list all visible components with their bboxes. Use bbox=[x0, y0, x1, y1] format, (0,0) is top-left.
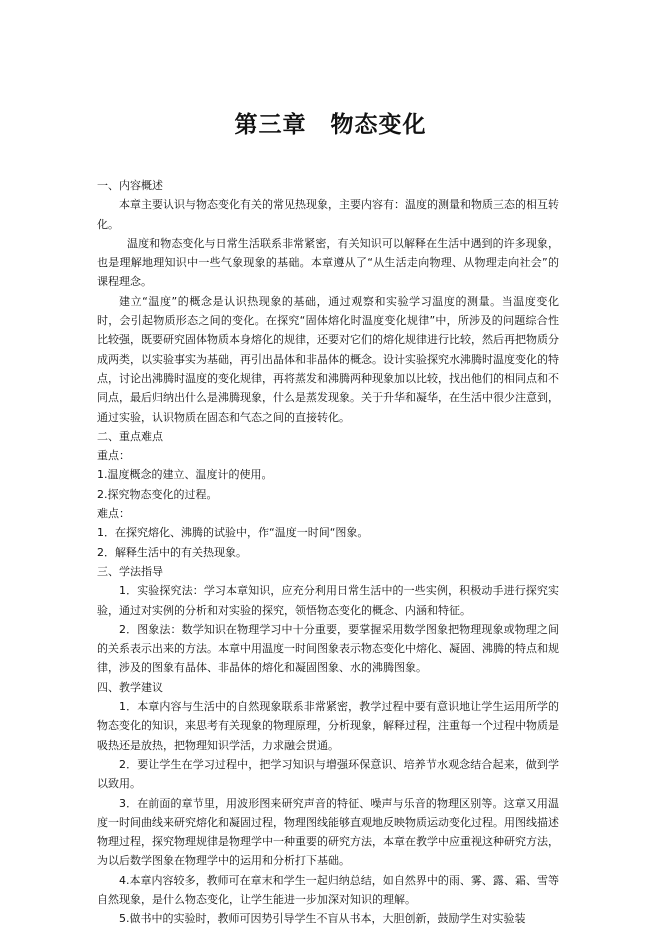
paragraph-overview-1: 本章主要认识与物态变化有关的常见热现象，主要内容有：温度的测量和物质三态的相互转化。 bbox=[97, 198, 559, 231]
advice-item-1: 1．本章内容与生活中的自然现象联系非常紧密，教学过程中要有意识地让学生运用所学的物态变化的知识，来思考有关现象的物理原理，分析现象，解释过程，注重每一个过程中物质是吸热还是放热，把物理知识学活，力求融会贯通。 bbox=[97, 700, 559, 752]
section-heading-method: 三、学法指导 bbox=[97, 564, 163, 578]
advice-item-2: 2．要让学生在学习过程中，把学习知识与增强环保意识、培养节水观念结合起来，做到学以致用。 bbox=[97, 757, 559, 791]
difficulty-label: 难点： bbox=[97, 507, 130, 521]
paragraph-overview-2: 温度和物态变化与日常生活联系非常紧密，有关知识可以解释在生活中遇到的许多现象，也是理解地理知识中一些气象现象的基础。本章遵从了“从生活走向物理、从物理走向社会”的课程理念。 bbox=[97, 236, 559, 289]
chapter-title: 第三章 物态变化 bbox=[234, 111, 427, 138]
key-point-2: 2.探究物态变化的过程。 bbox=[97, 487, 218, 501]
document-body bbox=[97, 176, 559, 929]
method-item-1: 1．实验探究法：学习本章知识，应充分利用日常生活中的一些实例，积极动手进行探究实验，通过对实例的分析和对实验的探究，领悟物态变化的概念、内涵和特征。 bbox=[97, 584, 559, 617]
paragraph-overview-3: 建立“温度”的概念是认识热现象的基础，通过观察和实验学习温度的测量。当温度变化时，会引起物质形态之间的变化。在探究“固体熔化时温度变化规律”中，所涉及的问题综合性比较强，既要研究固体物质本身熔化的规律，还要对它们的熔化规律进行比较，然后再把物质分成两类，以实验事实为基础，再引出晶体和非晶体的概念。设计实验探究水沸腾时温度变化的特点，讨论出沸腾时温度的变化规律，再将蒸发和沸腾两种现象加以比较，找出他们的相同点和不同点，最后归纳出什么是沸腾现象，什么是蒸发现象。关于升华和凝华，在生活中很少注意到，通过实验，认识物质在固态和气态之间的直接转化。 bbox=[97, 294, 559, 424]
difficulty-point-1: 1．在探究熔化、沸腾的试验中，作“温度一时间“图象。 bbox=[97, 526, 369, 540]
key-points-label: 重点： bbox=[97, 449, 130, 463]
method-item-2: 2．图象法：数学知识在物理学习中十分重要，要掌握采用数学图象把物理现象或物理之间的关系表示出来的方法。本章中用温度一时间图象表示物态变化中熔化、凝固、沸腾的特点和规律，涉及的图象有晶体、非晶体的熔化和凝固图象、水的沸腾图象。 bbox=[97, 622, 559, 675]
advice-item-5: 5.做书中的实验时，教师可因势引导学生不盲从书本，大胆创新，鼓励学生对实验装 bbox=[119, 912, 526, 926]
section-heading-advice: 四、教学建议 bbox=[97, 680, 163, 694]
advice-item-4: 4.本章内容较多，教师可在章末和学生一起归纳总结，如自然界中的雨、雾、露、霜、雪等自然现象，是什么物态变化，让学生能进一步加深对知识的理解。 bbox=[97, 873, 559, 906]
section-heading-key-difficulty: 二、重点难点 bbox=[97, 429, 163, 443]
key-point-1: 1.温度概念的建立、温度计的使用。 bbox=[97, 468, 273, 482]
section-heading-overview: 一、内容概述 bbox=[97, 179, 163, 192]
difficulty-point-2: 2．解释生活中的有关热现象。 bbox=[97, 545, 247, 559]
advice-item-3: 3．在前面的章节里，用波形图来研究声音的特征、噪声与乐音的物理区别等。这章又用温度一时间曲线来研究熔化和凝固过程，物理图线能够直观地反映物质运动变化过程。用图线描述物理过程，探究物理规律是物理学中一种重要的研究方法，本章在教学中应重视这种研究方法，为以后数学图象在物理学中的运用和分析打下基础。 bbox=[97, 796, 559, 868]
